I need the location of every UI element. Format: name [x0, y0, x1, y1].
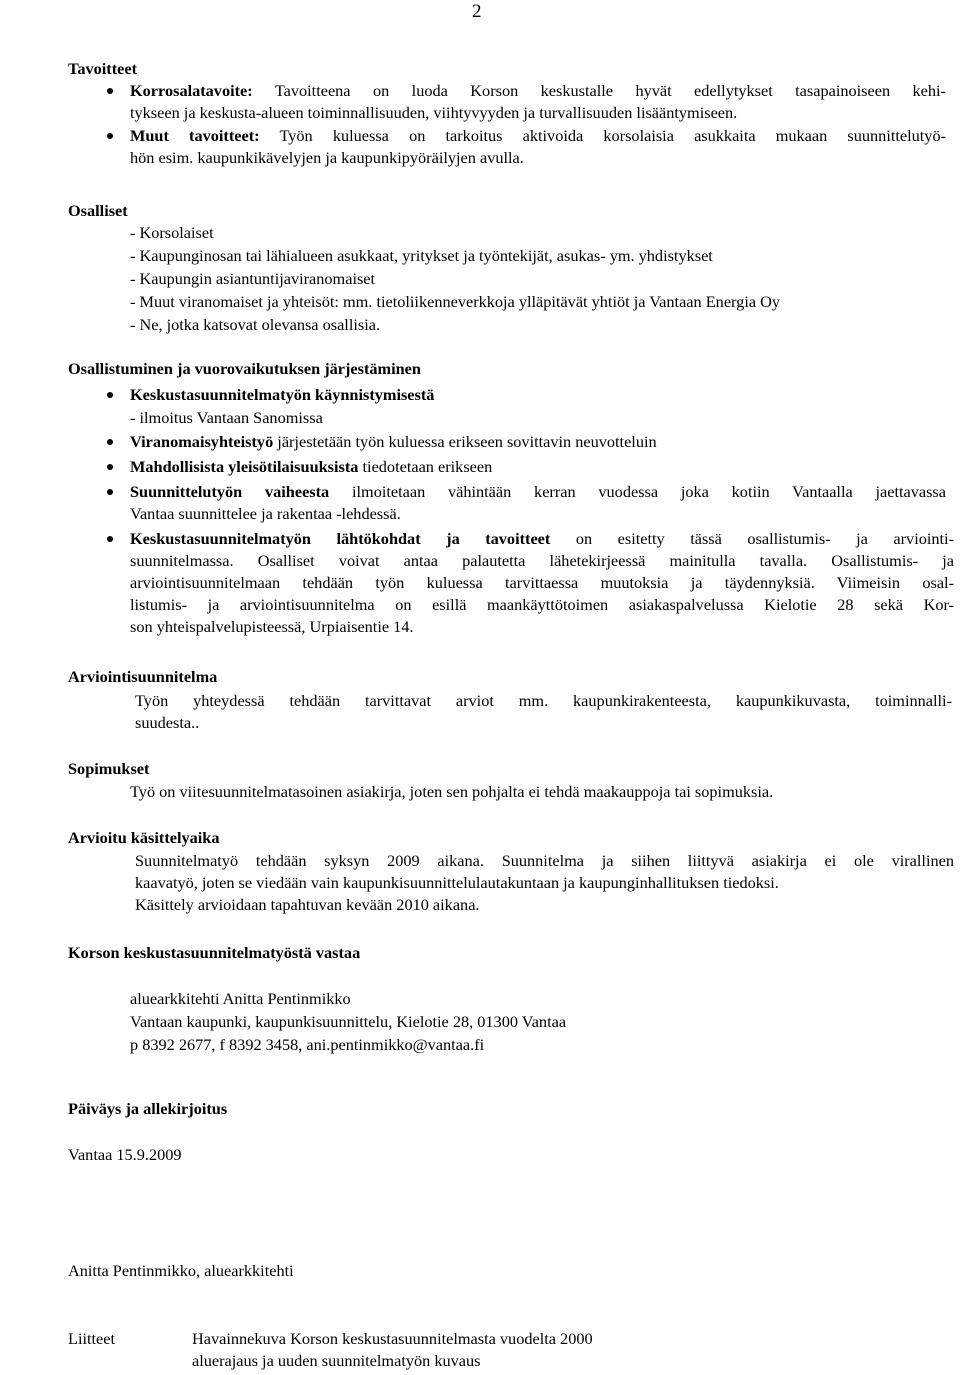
stakeholders-item: - Muut viranomaiset ja yhteisöt: mm. tietoliikenneverkkoja ylläpitävät yhtiöt ja Vantaan Energia Oy — [130, 292, 781, 311]
participation-b1-label: Keskustasuunnitelmatyön käynnistymisestä — [130, 385, 435, 404]
bullet-icon — [107, 439, 113, 445]
participation-b3 — [130, 456, 492, 478]
assessment-line2: suudesta.. — [135, 713, 200, 732]
participation-b4-line2: Vantaa suunnittelee ja rakentaa -lehdessä. — [130, 504, 401, 523]
contact-heading: Korson keskustasuunnitelmatyöstä vastaa — [68, 943, 361, 962]
participation-b3-text: tiedotetaan erikseen — [358, 457, 493, 476]
participation-b1-sub: - ilmoitus Vantaan Sanomissa — [130, 408, 323, 427]
assessment-line1: Työn yhteydessä tehdään tarvittavat arviot mm. kaupunkirakenteesta, kaupunkikuvasta, toiminnalli- — [135, 691, 952, 710]
contact-address: Vantaan kaupunki, kaupunkisuunnittelu, Kielotie 28, 01300 Vantaa — [130, 1012, 567, 1031]
signature-place-date: Vantaa 15.9.2009 — [68, 1145, 182, 1164]
participation-b2-text: järjestetään työn kuluessa erikseen sovittavin neuvotteluin — [273, 432, 657, 451]
participation-b5-line4: listumis- ja arviointisuunnitelma on esillä maankäyttötoimen asiakaspalvelussa Kielotie 28 sekä Kor- — [130, 595, 954, 614]
schedule-line1: Suunnitelmatyö tehdään syksyn 2009 aikana. Suunnitelma ja siihen liittyvä asiakirja ei ole virallinen — [135, 851, 954, 870]
bullet-icon — [107, 489, 113, 495]
attachments-label: Liitteet — [68, 1329, 116, 1348]
participation-b5-line5: son yhteispalvelupisteessä, Urpiaisentie 14. — [130, 617, 414, 636]
stakeholders-item: - Kaupunginosan tai lähialueen asukkaat, yritykset ja työntekijät, asukas- ym. yhdistykset — [130, 246, 713, 265]
agreements-heading: Sopimukset — [68, 759, 150, 778]
participation-b5-label: Keskustasuunnitelmatyön lähtökohdat ja tavoitteet — [130, 529, 551, 548]
attachments-line2: aluerajaus ja uuden suunnitelmatyön kuvaus — [192, 1351, 481, 1370]
participation-b3-label: Mahdollisista yleisötilaisuuksista — [130, 457, 359, 476]
goals-item-area — [130, 80, 946, 124]
schedule-line3: Käsittely arvioidaan tapahtuvan kevään 2010 aikana. — [135, 895, 480, 914]
participation-b2 — [130, 431, 657, 453]
participation-b5-line3: arviointisuunnitelmaan tehdään työn kuluessa tarvittaessa muutoksia ja täydennyksiä. Viimeisin osal- — [130, 573, 954, 592]
goals-item1-line1: Tavoitteena on luoda Korson keskustalle hyvät edellytykset tasapainoiseen kehi- — [274, 81, 946, 100]
attachments-line1: Havainnekuva Korson keskustasuunnitelmasta vuodelta 2000 — [192, 1329, 593, 1348]
stakeholders-item: - Korsolaiset — [130, 223, 214, 242]
bullet-icon — [107, 392, 113, 398]
signature-signer: Anitta Pentinmikko, aluearkkitehti — [68, 1261, 294, 1280]
stakeholders-item: - Ne, jotka katsovat olevansa osallisia. — [130, 315, 381, 334]
goals-item2-line1: Työn kuluessa on tarkoitus aktivoida korsolaisia asukkaita mukaan suunnittelutyö- — [279, 126, 947, 145]
bullet-icon — [107, 464, 113, 470]
participation-b4-label: Suunnittelutyön vaiheesta — [130, 482, 330, 501]
participation-b2-label: Viranomaisyhteistyö — [130, 432, 274, 451]
goals-item1-line2: tykseen ja keskusta-alueen toiminnallisuuden, viihtyvyyden ja turvallisuuden lisääntymiseen. — [130, 103, 738, 122]
contact-phone: p 8392 2677, f 8392 3458, ani.pentinmikko@vantaa.fi — [130, 1035, 485, 1054]
goals-item1-label: Korrosalatavoite: — [130, 81, 253, 100]
stakeholders-heading: Osalliset — [68, 201, 128, 220]
goals-item2-line2: hön esim. kaupunkikävelyjen ja kaupunkipyöräilyjen avulla. — [130, 148, 524, 167]
goals-item-other — [130, 125, 946, 169]
schedule-heading: Arvioitu käsittelyaika — [68, 828, 220, 847]
participation-b5 — [130, 528, 954, 638]
participation-b4 — [130, 481, 946, 525]
signature-heading: Päiväys ja allekirjoitus — [68, 1099, 228, 1118]
bullet-icon — [107, 133, 113, 139]
page-number: 2 — [472, 1, 482, 22]
bullet-icon — [107, 88, 113, 94]
assessment-text — [135, 690, 952, 734]
participation-b5-line1: on esitetty tässä osallistumis- ja arviointi- — [550, 529, 954, 548]
schedule-text — [135, 850, 954, 916]
schedule-line2: kaavatyö, joten se viedään vain kaupunkisuunnittelulautakuntaan ja kaupunginhallituksen tiedoksi. — [135, 873, 779, 892]
participation-b5-line2: suunnitelmassa. Osalliset voivat antaa palautetta lähetekirjeessä mainitulla tavalla. Osallistumis- ja — [130, 551, 954, 570]
participation-heading: Osallistuminen ja vuorovaikutuksen järjestäminen — [68, 359, 421, 378]
contact-name: aluearkkitehti Anitta Pentinmikko — [130, 989, 351, 1008]
agreements-text: Työ on viitesuunnitelmatasoinen asiakirja, joten sen pohjalta ei tehdä maakauppoja tai sopimuksia. — [130, 782, 774, 801]
goals-heading: Tavoitteet — [68, 59, 138, 78]
stakeholders-item: - Kaupungin asiantuntijaviranomaiset — [130, 269, 376, 288]
assessment-heading: Arviointisuunnitelma — [68, 667, 218, 686]
bullet-icon — [107, 536, 113, 542]
goals-item2-label: Muut tavoitteet: — [130, 126, 260, 145]
participation-b4-line1: ilmoitetaan vähintään kerran vuodessa joka kotiin Vantaalla jaettavassa — [329, 482, 946, 501]
